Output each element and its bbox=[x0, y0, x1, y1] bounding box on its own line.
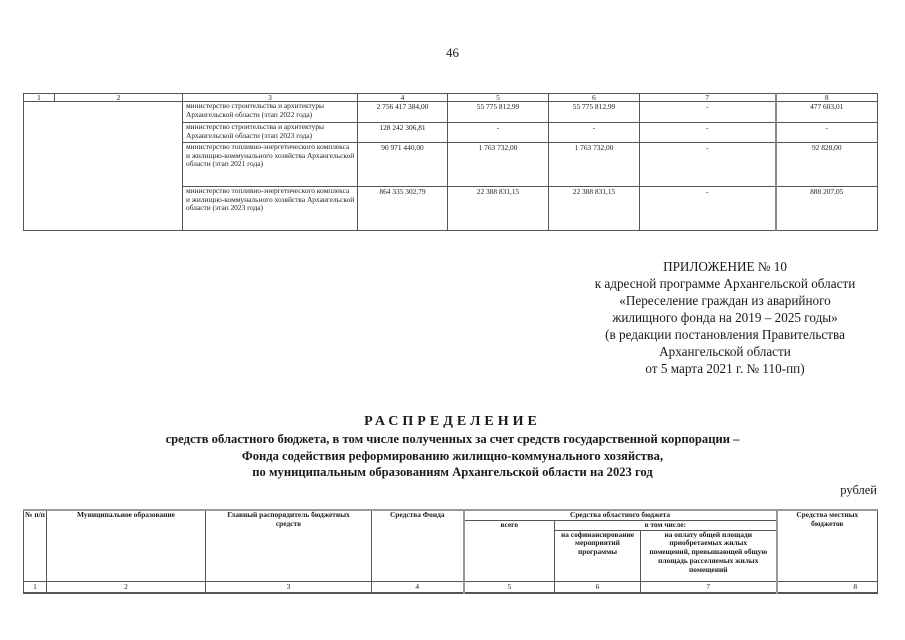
header-including: в том числе: bbox=[555, 520, 777, 530]
appendix-line: «Переселение граждан из аварийного bbox=[619, 293, 831, 308]
continuation-table bbox=[23, 93, 878, 231]
local-budget-cell: - bbox=[776, 123, 878, 143]
appendix-line: к адресной программе Архангельской области bbox=[594, 276, 856, 291]
table-row bbox=[24, 102, 878, 123]
column-number-row bbox=[24, 581, 878, 593]
appendix-line: жилищного фонда на 2019 – 2025 годы» bbox=[612, 310, 838, 325]
column-number: 8 bbox=[777, 581, 878, 593]
fund-cell: 128 242 306,81 bbox=[358, 123, 448, 143]
appendix-line: от 5 марта 2021 г. № 110-пп) bbox=[645, 361, 805, 376]
header-num: № п/п bbox=[24, 510, 47, 581]
fund-cell: 864 335 302,79 bbox=[358, 187, 448, 231]
distributor-cell: министерство топливно-энергетического комплекса и жилищно-коммунального хозяйства Архангельской области (этап 2021 года) bbox=[183, 143, 358, 187]
header-distributor: Главный распорядитель бюджетных средств bbox=[206, 510, 372, 581]
local-budget-cell: 477 603,01 bbox=[776, 102, 878, 123]
local-budget-cell: 92 828,00 bbox=[776, 143, 878, 187]
regional-total-cell: 22 388 831,15 bbox=[448, 187, 549, 231]
title-line: по муниципальным образованиям Архангельской области на 2023 год bbox=[252, 465, 653, 479]
column-number: 2 bbox=[55, 94, 183, 102]
column-number: 4 bbox=[358, 94, 448, 102]
header-municipality: Муниципальное образование bbox=[47, 510, 206, 581]
regional-total-cell: 1 763 732,00 bbox=[448, 143, 549, 187]
municipality-cell-empty bbox=[55, 102, 183, 231]
column-number: 3 bbox=[206, 581, 372, 593]
column-number: 3 bbox=[183, 94, 358, 102]
column-number: 1 bbox=[24, 581, 47, 593]
column-number: 6 bbox=[555, 581, 641, 593]
column-number: 5 bbox=[448, 94, 549, 102]
excess-area-cell: - bbox=[640, 102, 776, 123]
page-number: 46 bbox=[446, 45, 459, 60]
fund-cell: 2 756 417 384,00 bbox=[358, 102, 448, 123]
regional-total-cell: 55 775 812,99 bbox=[448, 102, 549, 123]
appendix-block bbox=[560, 258, 890, 377]
fund-cell: 90 971 440,00 bbox=[358, 143, 448, 187]
column-number: 8 bbox=[776, 94, 878, 102]
title-main: РАСПРЕДЕЛЕНИЕ bbox=[364, 414, 541, 429]
column-number: 7 bbox=[640, 94, 776, 102]
units-label: рублей bbox=[840, 483, 877, 497]
header-local-budgets: Средства местных бюджетов bbox=[777, 510, 878, 581]
column-number: 4 bbox=[372, 581, 464, 593]
distributor-cell: министерство строительства и архитектуры Архангельской области (этап 2022 года) bbox=[183, 102, 358, 123]
header-excess-area: на оплату общей площади приобретаемых жилых помещений, превышающей общую площадь расселяемых жилых помещений bbox=[641, 530, 777, 581]
column-number: 6 bbox=[549, 94, 640, 102]
distributor-cell: министерство топливно-энергетического комплекса и жилищно-коммунального хозяйства Архангельской области (этап 2023 года) bbox=[183, 187, 358, 231]
cofinancing-cell: 22 388 831,15 bbox=[549, 187, 640, 231]
header-fund: Средства Фонда bbox=[372, 510, 464, 581]
cofinancing-cell: - bbox=[549, 123, 640, 143]
local-budget-cell: 888 207,05 bbox=[776, 187, 878, 231]
excess-area-cell: - bbox=[640, 187, 776, 231]
title-line: средств областного бюджета, в том числе полученных за счет средств государственной корпорации – bbox=[165, 432, 740, 446]
appendix-line: Архангельской области bbox=[659, 344, 791, 359]
column-number: 1 bbox=[24, 94, 55, 102]
header-regional-total: всего bbox=[464, 520, 555, 581]
title-line: Фонда содействия реформированию жилищно-коммунального хозяйства, bbox=[241, 448, 664, 463]
header-regional-budget: Средства областного бюджета bbox=[464, 510, 777, 520]
header-cofinancing: на софинансирование мероприятий программы bbox=[555, 530, 641, 581]
column-number-row bbox=[24, 94, 878, 102]
regional-total-cell: - bbox=[448, 123, 549, 143]
cofinancing-cell: 55 775 812,99 bbox=[549, 102, 640, 123]
appendix-line: (в редакции постановления Правительства bbox=[605, 327, 845, 342]
cofinancing-cell: 1 763 732,00 bbox=[549, 143, 640, 187]
column-number: 5 bbox=[464, 581, 555, 593]
column-number: 2 bbox=[47, 581, 206, 593]
column-number: 7 bbox=[641, 581, 777, 593]
excess-area-cell: - bbox=[640, 123, 776, 143]
distribution-table bbox=[23, 509, 878, 594]
distributor-cell: министерство строительства и архитектуры Архангельской области (этап 2023 года) bbox=[183, 123, 358, 143]
document-title bbox=[0, 413, 905, 481]
num-cell-empty bbox=[24, 102, 55, 231]
excess-area-cell: - bbox=[640, 143, 776, 187]
appendix-heading: ПРИЛОЖЕНИЕ № 10 bbox=[663, 259, 787, 274]
